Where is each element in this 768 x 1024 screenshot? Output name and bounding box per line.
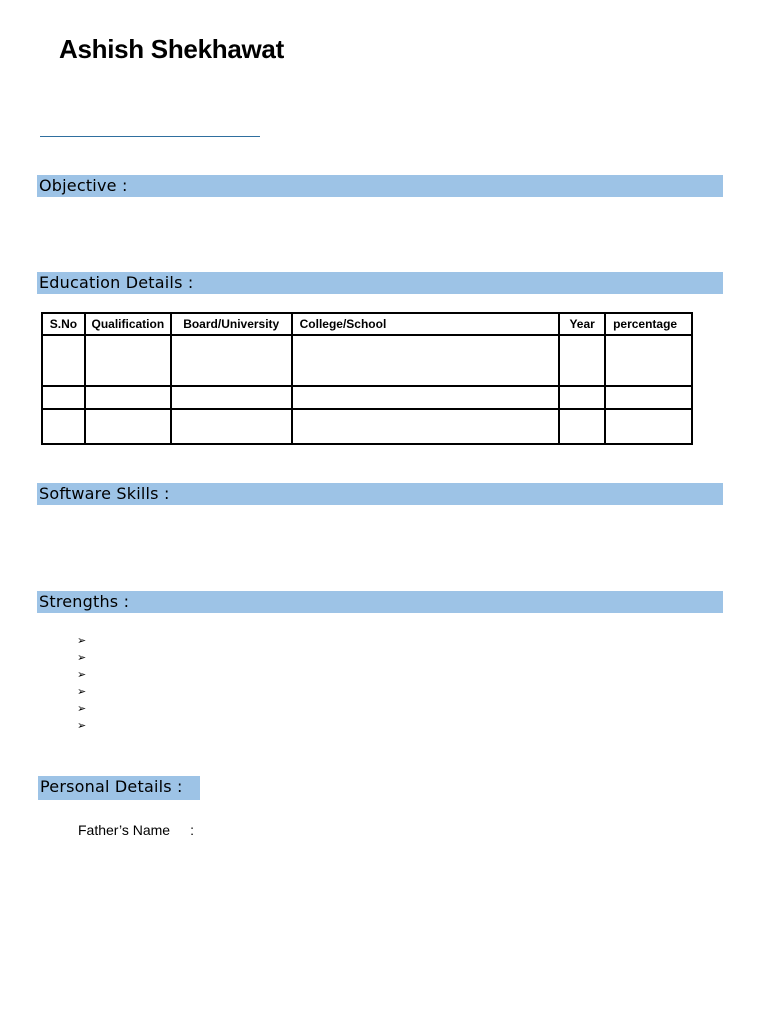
table-cell[interactable] bbox=[605, 409, 692, 444]
col-header-board: Board/University bbox=[171, 313, 292, 335]
personal-heading: Personal Details : bbox=[40, 777, 183, 796]
arrow-bullet-icon: ➢ bbox=[77, 702, 87, 715]
table-cell[interactable] bbox=[42, 409, 85, 444]
education-section-header bbox=[37, 272, 723, 294]
contact-divider-line bbox=[40, 136, 260, 137]
table-cell[interactable] bbox=[292, 335, 560, 386]
table-cell[interactable] bbox=[559, 335, 605, 386]
col-header-college: College/School bbox=[292, 313, 560, 335]
table-cell[interactable] bbox=[171, 335, 292, 386]
fathers-name-separator: : bbox=[190, 822, 194, 838]
objective-heading: Objective : bbox=[39, 176, 128, 195]
arrow-bullet-icon: ➢ bbox=[77, 719, 87, 732]
strengths-section-header bbox=[37, 591, 723, 613]
education-table-header-row bbox=[42, 313, 692, 335]
arrow-bullet-icon: ➢ bbox=[77, 634, 87, 647]
table-cell[interactable] bbox=[292, 386, 560, 409]
fathers-name-label: Father’s Name bbox=[78, 822, 171, 838]
table-cell[interactable] bbox=[85, 335, 171, 386]
objective-section-header bbox=[37, 175, 723, 197]
strengths-heading: Strengths : bbox=[39, 592, 130, 611]
table-row bbox=[42, 386, 692, 409]
table-cell[interactable] bbox=[559, 409, 605, 444]
col-header-qualification: Qualification bbox=[85, 313, 171, 335]
education-heading: Education Details : bbox=[39, 273, 194, 292]
strengths-list bbox=[77, 632, 86, 734]
col-header-percentage: percentage bbox=[605, 313, 692, 335]
fathers-name-field bbox=[78, 822, 194, 838]
table-cell[interactable] bbox=[292, 409, 560, 444]
table-row bbox=[42, 335, 692, 386]
col-header-sno: S.No bbox=[42, 313, 85, 335]
arrow-bullet-icon: ➢ bbox=[77, 668, 87, 681]
table-cell[interactable] bbox=[171, 409, 292, 444]
table-cell[interactable] bbox=[171, 386, 292, 409]
software-section-header bbox=[37, 483, 723, 505]
table-cell[interactable] bbox=[85, 409, 171, 444]
personal-section-header bbox=[38, 776, 200, 800]
software-heading: Software Skills : bbox=[39, 484, 170, 503]
table-cell[interactable] bbox=[605, 386, 692, 409]
col-header-year: Year bbox=[559, 313, 605, 335]
table-row bbox=[42, 409, 692, 444]
table-cell[interactable] bbox=[605, 335, 692, 386]
candidate-name: Ashish Shekhawat bbox=[59, 34, 284, 64]
arrow-bullet-icon: ➢ bbox=[77, 651, 87, 664]
table-cell[interactable] bbox=[42, 386, 85, 409]
arrow-bullet-icon: ➢ bbox=[77, 685, 87, 698]
table-cell[interactable] bbox=[85, 386, 171, 409]
education-table bbox=[41, 312, 693, 445]
table-cell[interactable] bbox=[42, 335, 85, 386]
table-cell[interactable] bbox=[559, 386, 605, 409]
